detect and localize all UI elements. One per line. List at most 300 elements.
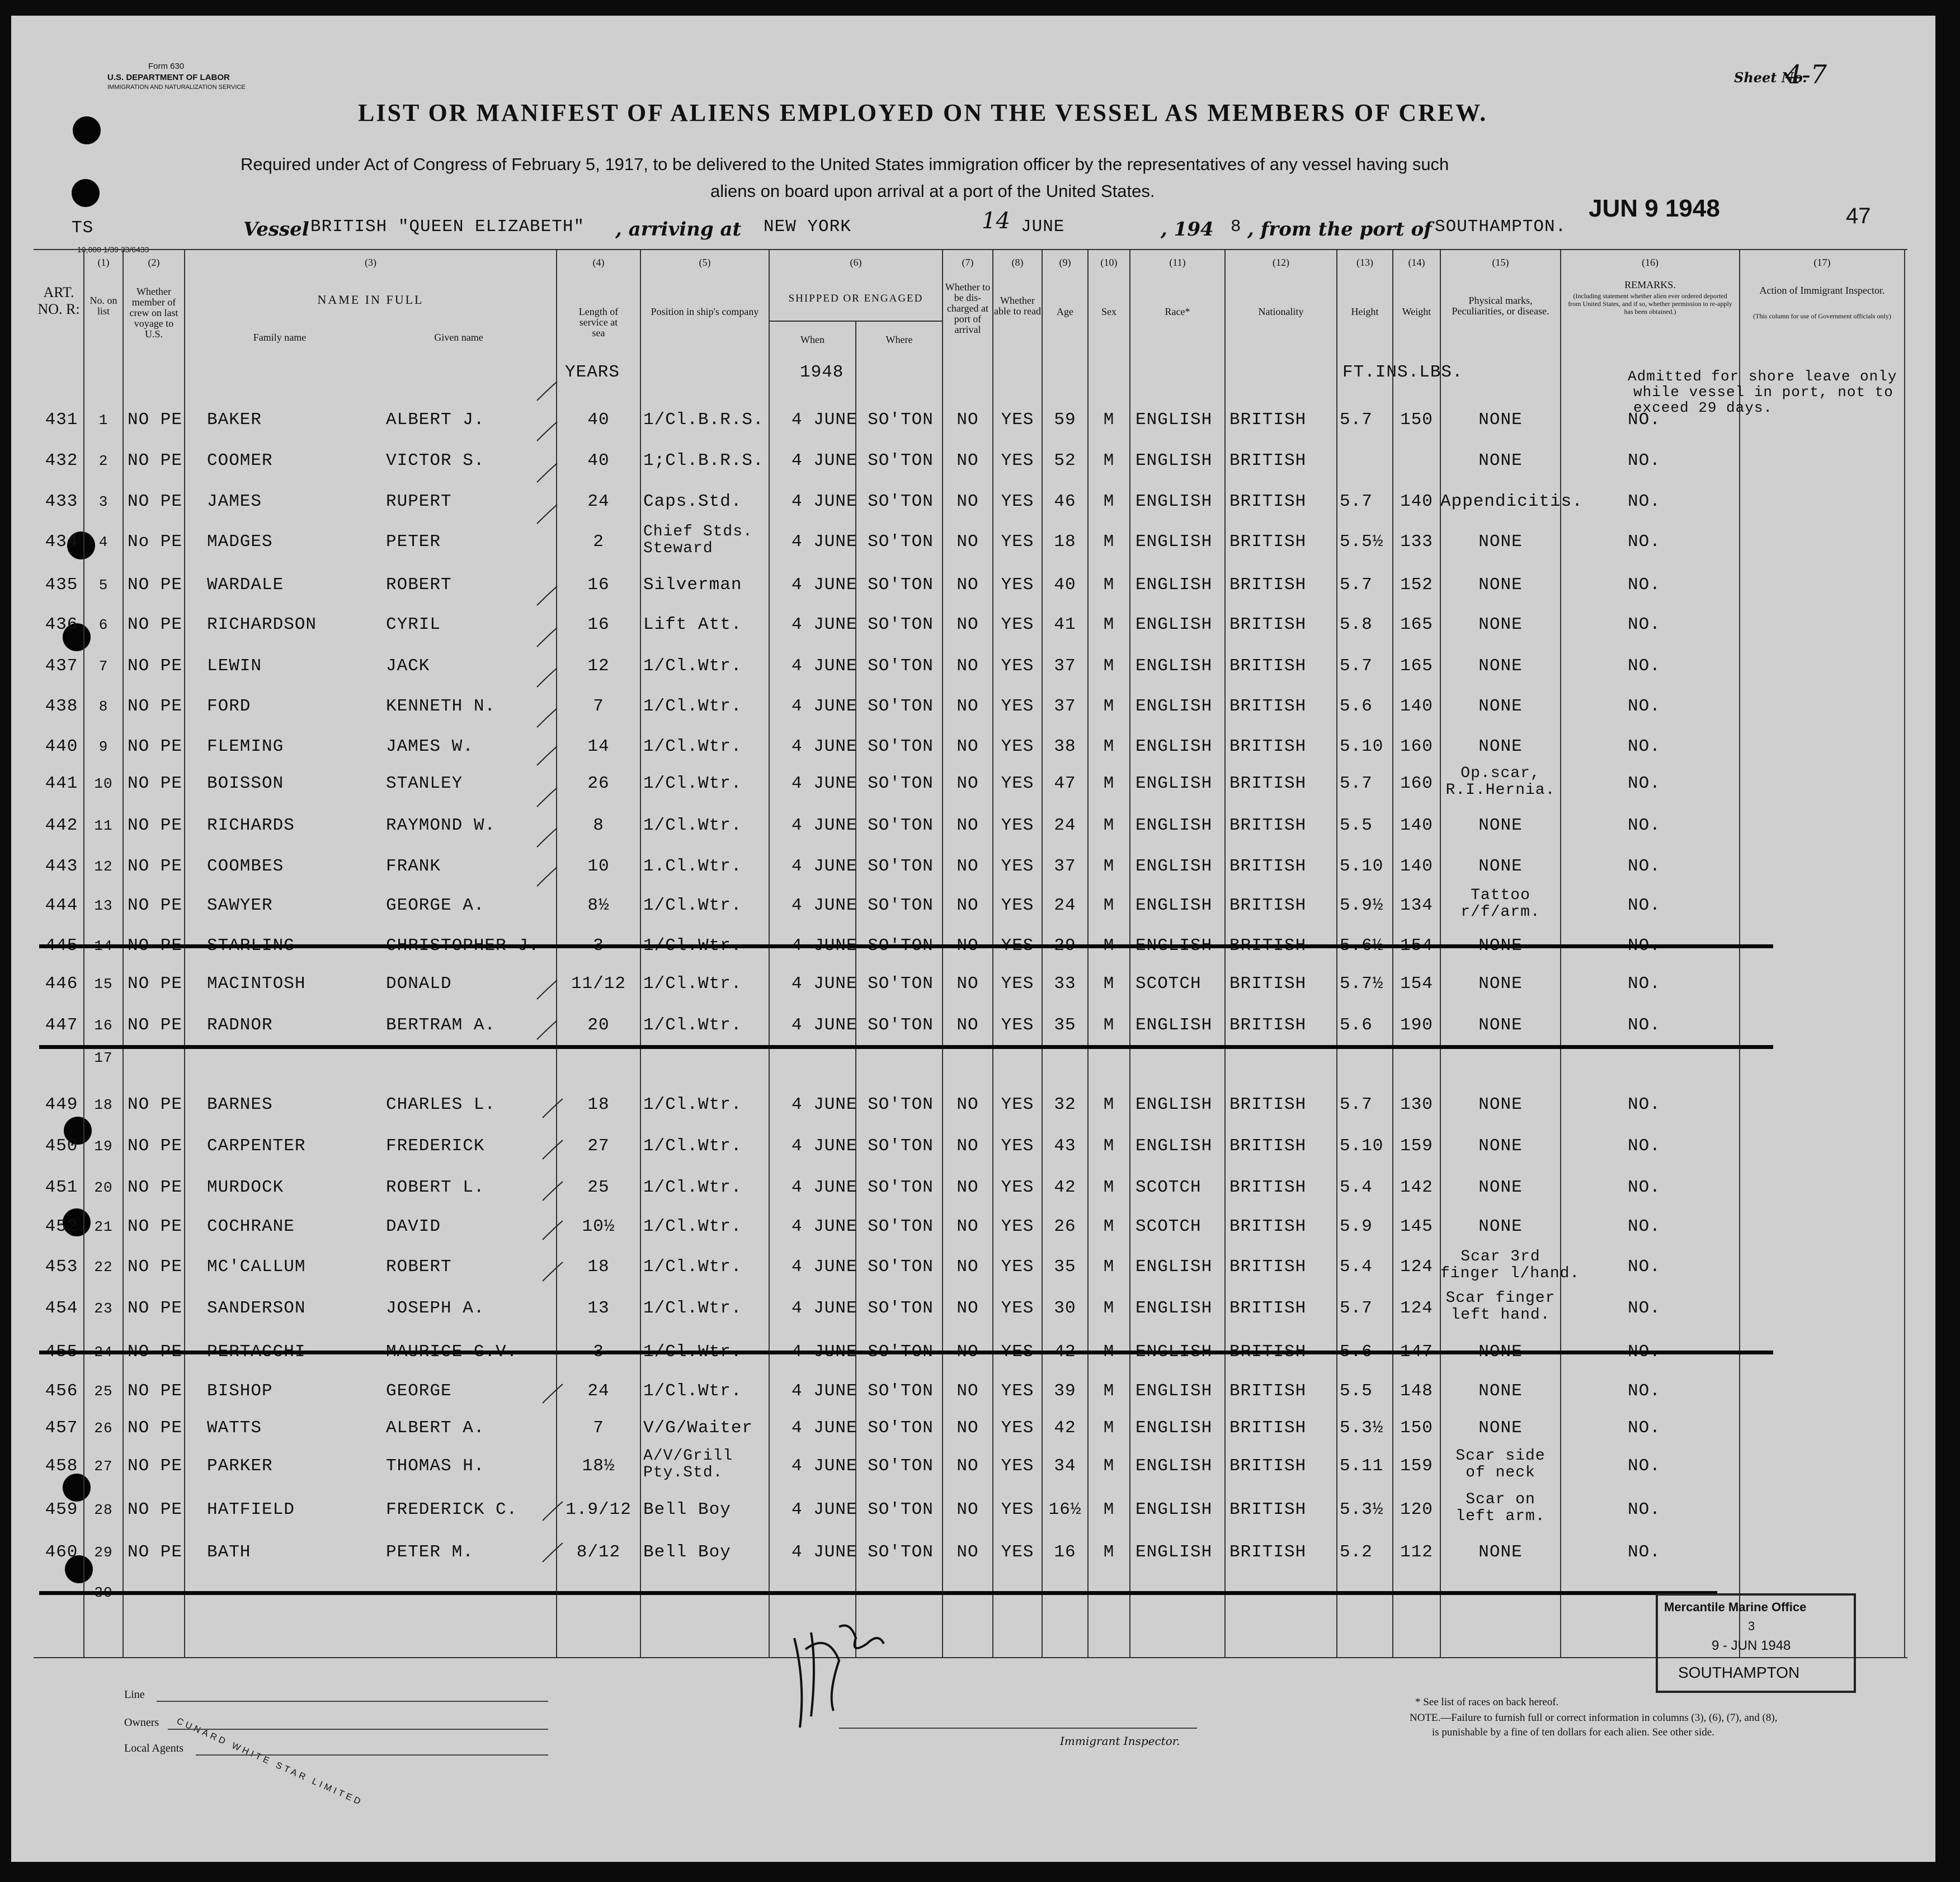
cell-disch: NO	[957, 532, 979, 552]
cell-art: 450	[45, 1136, 78, 1156]
cell-service: 40	[587, 451, 610, 471]
cell-marks: NONE	[1478, 1015, 1523, 1035]
col17-subheader: (This column for use of Government officials only)	[1753, 312, 1891, 320]
manifest-sheet	[11, 16, 1935, 1862]
cell-disch: NO	[957, 737, 979, 756]
cell-sex: M	[1103, 896, 1115, 915]
cell-position: A/V/Grill Pty.Std.	[643, 1447, 733, 1481]
cell-weight: 160	[1400, 737, 1433, 756]
cell-read: YES	[1001, 451, 1034, 471]
cell-family: SAWYER	[207, 896, 273, 915]
cell-sex: M	[1103, 1500, 1115, 1519]
cell-service: 14	[587, 737, 610, 756]
cell-art: 437	[45, 656, 78, 676]
cell-height: 5.4	[1340, 1178, 1373, 1197]
cell-marks: Scar on left arm.	[1455, 1491, 1546, 1525]
cell-when: 4 JUNE	[791, 1136, 858, 1156]
cell-remarks: NO.	[1628, 1217, 1661, 1236]
cell-family: BARNES	[207, 1095, 273, 1114]
cell-remarks: NO.	[1628, 656, 1661, 676]
cell-weight: 190	[1400, 1015, 1433, 1035]
cell-when: 4 JUNE	[791, 492, 858, 511]
cell-marks: NONE	[1478, 974, 1523, 994]
cell-given: STANLEY	[386, 774, 463, 793]
cell-age: 38	[1054, 737, 1076, 756]
cell-given: ALBERT A.	[386, 1418, 485, 1438]
cell-service: 25	[587, 1178, 610, 1197]
strike-through-line	[39, 944, 1773, 948]
cell-remarks: NO.	[1628, 410, 1661, 430]
cell-read: YES	[1001, 1298, 1034, 1318]
cell-read: YES	[1001, 410, 1034, 430]
cell-crew: NO PE	[128, 774, 183, 793]
cell-nat: BRITISH	[1229, 857, 1307, 876]
cell-where: SO'TON	[868, 896, 934, 915]
cell-marks: NONE	[1478, 1136, 1523, 1156]
cell-marks: NONE	[1478, 1542, 1523, 1562]
cell-age: 32	[1054, 1095, 1076, 1114]
cell-read: YES	[1001, 816, 1034, 835]
col4-header: Length of service at sea	[578, 306, 619, 338]
cell-no: 5	[98, 577, 109, 594]
cell-disch: NO	[957, 410, 979, 430]
cell-family: BAKER	[207, 410, 262, 430]
cell-art: 458	[45, 1456, 78, 1476]
cell-given: CHARLES L.	[386, 1095, 496, 1114]
cell-read: YES	[1001, 697, 1034, 716]
cell-sex: M	[1103, 974, 1115, 994]
cell-remarks: NO.	[1628, 1500, 1661, 1519]
cell-position: Lift Att.	[643, 615, 742, 634]
cell-read: YES	[1001, 1257, 1034, 1277]
strike-through-line	[39, 1045, 1773, 1049]
cell-position: 1/Cl.Wtr.	[643, 1257, 742, 1277]
cell-when: 4 JUNE	[791, 1298, 858, 1318]
cell-nat: BRITISH	[1229, 1095, 1307, 1114]
col7-header: Whether to be dis-charged at port of arrival	[945, 281, 991, 335]
cell-sex: M	[1103, 1298, 1115, 1318]
cell-weight: 124	[1400, 1257, 1433, 1277]
cell-service: 10½	[582, 1217, 615, 1236]
cell-position: V/G/Waiter	[643, 1418, 753, 1438]
cell-art: 459	[45, 1500, 78, 1519]
cell-remarks: NO.	[1628, 1015, 1661, 1035]
cell-no: 8	[98, 698, 109, 715]
cell-nat: BRITISH	[1229, 615, 1307, 634]
cell-remarks: NO.	[1628, 896, 1661, 915]
inspector-signature	[794, 1626, 884, 1728]
inspector-label: Immigrant Inspector.	[1060, 1734, 1180, 1748]
cell-read: YES	[1001, 1500, 1034, 1519]
cell-race: ENGLISH	[1136, 1298, 1213, 1318]
cell-remarks: NO.	[1628, 615, 1661, 634]
cell-when: 4 JUNE	[791, 1095, 858, 1114]
cell-service: 7	[593, 1418, 604, 1438]
cell-no: 13	[94, 897, 113, 914]
company-stamp: CUNARD WHITE STAR LIMITED	[175, 1716, 365, 1808]
cell-race: ENGLISH	[1136, 1015, 1213, 1035]
cell-height: 5.5	[1340, 1381, 1373, 1401]
cell-crew: NO PE	[128, 575, 183, 595]
cell-height: 5.7	[1340, 656, 1373, 676]
cell-weight: 159	[1400, 1136, 1433, 1156]
cell-family: COOMBES	[207, 857, 284, 876]
cell-no: 4	[98, 534, 109, 551]
cell-age: 35	[1054, 1015, 1076, 1035]
col9-number: (9)	[1059, 257, 1071, 268]
cell-where: SO'TON	[868, 410, 934, 430]
cell-no: 29	[94, 1544, 113, 1561]
cell-sex: M	[1103, 1418, 1115, 1438]
cell-disch: NO	[957, 492, 979, 511]
cell-age: 24	[1054, 896, 1076, 915]
cell-read: YES	[1001, 492, 1034, 511]
cell-service: 20	[587, 1015, 610, 1035]
cell-when: 4 JUNE	[791, 656, 858, 676]
cell-remarks: NO.	[1628, 575, 1661, 595]
cell-height: 5.7	[1340, 410, 1373, 430]
cell-given: FRANK	[386, 857, 441, 876]
cell-marks: NONE	[1478, 737, 1523, 756]
from-label: , from the port of	[1247, 218, 1432, 241]
cell-sex: M	[1103, 1178, 1115, 1197]
cell-disch: NO	[957, 656, 979, 676]
cell-remarks: NO.	[1628, 1257, 1661, 1277]
cell-family: RICHARDS	[207, 816, 295, 835]
cell-when: 4 JUNE	[791, 1500, 858, 1519]
cell-height: 5.10	[1340, 737, 1384, 756]
cell-nat: BRITISH	[1229, 697, 1307, 716]
cell-family: SANDERSON	[207, 1298, 306, 1318]
cell-read: YES	[1001, 1015, 1034, 1035]
cell-service: 24	[587, 1381, 610, 1401]
cell-sex: M	[1103, 1542, 1115, 1562]
cell-age: 33	[1054, 974, 1076, 994]
cell-given: FREDERICK C.	[386, 1500, 518, 1519]
cell-age: 37	[1054, 697, 1076, 716]
cell-service: 26	[587, 774, 610, 793]
cell-marks: NONE	[1478, 451, 1523, 471]
cell-sex: M	[1103, 615, 1115, 634]
cell-crew: NO PE	[128, 1456, 183, 1476]
fine-note-2: is punishable by a fine of ten dollars for each alien. See other side.	[1432, 1726, 1714, 1738]
cell-family: FORD	[207, 697, 251, 716]
cell-service: 1.9/12	[566, 1500, 632, 1519]
cell-race: ENGLISH	[1136, 492, 1213, 511]
cell-service: 18	[587, 1095, 610, 1114]
cell-crew: NO PE	[128, 1095, 183, 1114]
vessel-label: Vessel	[243, 218, 309, 241]
cell-nat: BRITISH	[1229, 1381, 1307, 1401]
cell-nat: BRITISH	[1229, 656, 1307, 676]
cell-position: 1/Cl.Wtr.	[643, 697, 742, 716]
cell-nat: BRITISH	[1229, 1298, 1307, 1318]
cell-art: 453	[45, 1257, 78, 1277]
cell-where: SO'TON	[868, 1500, 934, 1519]
owners-label: Owners	[124, 1716, 159, 1729]
cell-race: ENGLISH	[1136, 1257, 1213, 1277]
cell-service: 18½	[582, 1456, 615, 1476]
col6-when-header: When	[800, 334, 824, 345]
strike-through-line	[39, 1351, 1773, 1354]
col8-header: Whether able to read	[994, 295, 1041, 317]
col16-subheader: (Including statement whether alien ever ordered deported from United States, and if so, whether permission to re-apply has been obtained.)	[1568, 292, 1732, 316]
cell-where: SO'TON	[868, 1381, 934, 1401]
cell-disch: NO	[957, 1257, 979, 1277]
cell-height: 5.5½	[1340, 532, 1384, 552]
cell-read: YES	[1001, 1542, 1034, 1562]
cell-no: 20	[94, 1179, 113, 1196]
cell-disch: NO	[957, 1418, 979, 1438]
cell-weight: 134	[1400, 896, 1433, 915]
agents-underline	[196, 1754, 548, 1756]
cell-art: 435	[45, 575, 78, 595]
remark-note-1: Admitted for shore leave only	[1628, 368, 1897, 385]
cell-weight: 159	[1400, 1456, 1433, 1476]
cell-where: SO'TON	[868, 451, 934, 471]
cell-nat: BRITISH	[1229, 532, 1307, 552]
service-name: IMMIGRATION AND NATURALIZATION SERVICE	[107, 84, 246, 91]
col2-header: Whether member of crew on last voyage to U.S.	[129, 286, 178, 340]
cell-family: CARPENTER	[207, 1136, 306, 1156]
col3-given-header: Given name	[434, 332, 483, 343]
cell-sex: M	[1103, 1257, 1115, 1277]
cell-art: 444	[45, 896, 78, 915]
cell-family: MACINTOSH	[207, 974, 306, 994]
vessel-name: BRITISH "QUEEN ELIZABETH"	[310, 217, 585, 237]
page-number: 47	[1846, 204, 1871, 228]
cell-no: 9	[98, 738, 109, 755]
cell-where: SO'TON	[868, 1456, 934, 1476]
cell-marks: Tattoo r/f/arm.	[1460, 887, 1540, 921]
cell-read: YES	[1001, 1217, 1034, 1236]
cell-disch: NO	[957, 816, 979, 835]
cell-height: 5.7	[1340, 1298, 1373, 1318]
cell-nat: BRITISH	[1229, 1178, 1307, 1197]
cell-disch: NO	[957, 1456, 979, 1476]
cell-service: 40	[587, 410, 610, 430]
cell-marks: Op.scar, R.I.Hernia.	[1445, 765, 1556, 799]
cell-no: 2	[98, 453, 109, 469]
units-year: 1948	[800, 363, 844, 382]
col3-family-header: Family name	[253, 332, 307, 343]
cell-weight: 150	[1400, 410, 1433, 430]
cell-sex: M	[1103, 1136, 1115, 1156]
cell-when: 4 JUNE	[791, 857, 858, 876]
cell-art: 446	[45, 974, 78, 994]
cell-crew: NO PE	[128, 697, 183, 716]
col14-header: Weight	[1402, 306, 1431, 317]
cell-remarks: NO.	[1628, 697, 1661, 716]
arrival-month: JUNE	[1021, 217, 1065, 237]
cell-crew: NO PE	[128, 1298, 183, 1318]
cell-read: YES	[1001, 896, 1034, 915]
cell-disch: NO	[957, 974, 979, 994]
cell-crew: NO PE	[128, 857, 183, 876]
cell-nat: BRITISH	[1229, 575, 1307, 595]
cell-service: 11/12	[571, 974, 626, 994]
cell-position: 1/Cl.Wtr.	[643, 1015, 742, 1035]
units-years: YEARS	[565, 363, 620, 382]
cell-where: SO'TON	[868, 1298, 934, 1318]
cell-service: 16	[587, 615, 610, 634]
cell-art: 438	[45, 697, 78, 716]
cell-read: YES	[1001, 1095, 1034, 1114]
cell-nat: BRITISH	[1229, 1500, 1307, 1519]
department-name: U.S. DEPARTMENT OF LABOR	[107, 73, 230, 82]
cell-crew: NO PE	[128, 974, 183, 994]
cell-marks: Scar side of neck	[1455, 1447, 1546, 1481]
cell-race: ENGLISH	[1136, 615, 1213, 634]
cell-race: ENGLISH	[1136, 1136, 1213, 1156]
cell-nat: BRITISH	[1229, 1456, 1307, 1476]
col11-number: (11)	[1169, 257, 1186, 268]
cell-given: THOMAS H.	[386, 1456, 485, 1476]
cell-sex: M	[1103, 575, 1115, 595]
cell-given: JOSEPH A.	[386, 1298, 485, 1318]
cell-service: 24	[587, 492, 610, 511]
cell-weight: 140	[1400, 857, 1433, 876]
cell-position: 1/Cl.Wtr.	[643, 896, 742, 915]
cell-remarks: NO.	[1628, 1418, 1661, 1438]
cell-no: 23	[94, 1300, 113, 1317]
ts-mark: TS	[72, 218, 94, 238]
cell-nat: BRITISH	[1229, 816, 1307, 835]
cell-position: 1/Cl.Wtr.	[643, 1298, 742, 1318]
cell-age: 26	[1054, 1217, 1076, 1236]
arrival-year: 8	[1231, 217, 1242, 237]
form-number: Form 630	[148, 62, 185, 71]
cell-race: ENGLISH	[1136, 410, 1213, 430]
col13-header: Height	[1351, 306, 1379, 317]
arrival-day: 14	[982, 208, 1010, 234]
cell-read: YES	[1001, 575, 1034, 595]
cell-crew: NO PE	[128, 1542, 183, 1562]
cell-when: 4 JUNE	[791, 1381, 858, 1401]
cell-crew: NO PE	[128, 492, 183, 511]
col5-header: Position in ship's company	[651, 306, 759, 317]
cell-where: SO'TON	[868, 1095, 934, 1114]
cell-remarks: NO.	[1628, 451, 1661, 471]
arriving-label: , arriving at	[615, 218, 742, 241]
stamp-line-3: 9 - JUN 1948	[1712, 1638, 1791, 1653]
cell-remarks: NO.	[1628, 1178, 1661, 1197]
cell-remarks: NO.	[1628, 816, 1661, 835]
cell-weight: 148	[1400, 1381, 1433, 1401]
cell-height: 5.7	[1340, 1095, 1373, 1114]
cell-when: 4 JUNE	[791, 1418, 858, 1438]
cell-service: 10	[587, 857, 610, 876]
stamp-line-1: Mercantile Marine Office	[1664, 1600, 1807, 1614]
cell-nat: BRITISH	[1229, 410, 1307, 430]
print-code: 10,000 1/39 33/6433	[77, 245, 149, 254]
cell-service: 8/12	[576, 1542, 621, 1562]
cell-crew: NO PE	[128, 1418, 183, 1438]
cell-family: MURDOCK	[207, 1178, 284, 1197]
col10-number: (10)	[1100, 257, 1118, 268]
cell-given: PETER M.	[386, 1542, 474, 1562]
cell-art: 440	[45, 737, 78, 756]
cell-weight: 120	[1400, 1500, 1433, 1519]
cell-family: BATH	[207, 1542, 251, 1562]
cell-where: SO'TON	[868, 697, 934, 716]
cell-height: 5.6	[1340, 1015, 1373, 1035]
cell-where: SO'TON	[868, 656, 934, 676]
cell-marks: Appendicitis.	[1440, 492, 1583, 511]
cell-weight: 112	[1400, 1542, 1433, 1562]
cell-family: JAMES	[207, 492, 262, 511]
cell-age: 59	[1054, 410, 1076, 430]
col7-number: (7)	[962, 257, 974, 268]
cell-age: 37	[1054, 857, 1076, 876]
cell-crew: NO PE	[128, 451, 183, 471]
cell-when: 4 JUNE	[791, 451, 858, 471]
cell-no: 27	[94, 1458, 113, 1475]
cell-given: DAVID	[386, 1217, 441, 1236]
subtitle-line-1: Required under Act of Congress of February 5, 1917, to be delivered to the United States immigration officer by the representatives of any vessel having such	[241, 154, 1449, 174]
cell-when: 4 JUNE	[791, 697, 858, 716]
cell-given: DONALD	[386, 974, 452, 994]
col12-header: Nationality	[1258, 306, 1304, 317]
cell-service: 27	[587, 1136, 610, 1156]
subtitle-line-2: aliens on board upon arrival at a port of the United States.	[710, 181, 1155, 201]
cell-art: 447	[45, 1015, 78, 1035]
date-stamp: JUN 9 1948	[1589, 195, 1720, 222]
cell-height: 5.11	[1340, 1456, 1384, 1476]
cell-where: SO'TON	[868, 974, 934, 994]
cell-marks: NONE	[1478, 697, 1523, 716]
cell-height: 5.7	[1340, 774, 1373, 793]
cell-sex: M	[1103, 532, 1115, 552]
cell-disch: NO	[957, 857, 979, 876]
cell-age: 40	[1054, 575, 1076, 595]
cell-disch: NO	[957, 1298, 979, 1318]
cell-family: LEWIN	[207, 656, 262, 676]
cell-weight: 145	[1400, 1217, 1433, 1236]
stamp-line-2: 3	[1748, 1619, 1755, 1633]
cell-crew: NO PE	[128, 1217, 183, 1236]
cell-art: 451	[45, 1178, 78, 1197]
cell-height: 5.4	[1340, 1257, 1373, 1277]
units-measures: FT.INS.LBS.	[1342, 363, 1463, 382]
cell-weight: 130	[1400, 1095, 1433, 1114]
cell-age: 41	[1054, 615, 1076, 634]
cell-marks: NONE	[1478, 1095, 1523, 1114]
cell-art: 433	[45, 492, 78, 511]
cell-given: ALBERT J.	[386, 410, 485, 430]
cell-race: ENGLISH	[1136, 1095, 1213, 1114]
line-label: Line	[124, 1688, 145, 1701]
cell-nat: BRITISH	[1229, 1015, 1307, 1035]
cell-service: 12	[587, 656, 610, 676]
col10-header: Sex	[1101, 306, 1116, 317]
cell-remarks: NO.	[1628, 737, 1661, 756]
col15-number: (15)	[1492, 257, 1509, 268]
cell-art: 457	[45, 1418, 78, 1438]
cell-position: 1/Cl.Wtr.	[643, 656, 742, 676]
cell-given: FREDERICK	[386, 1136, 485, 1156]
remark-note-3: exceed 29 days.	[1633, 399, 1773, 416]
cell-family: COCHRANE	[207, 1217, 295, 1236]
cell-when: 4 JUNE	[791, 774, 858, 793]
cell-nat: BRITISH	[1229, 1136, 1307, 1156]
cell-family: HATFIELD	[207, 1500, 295, 1519]
cell-when: 4 JUNE	[791, 974, 858, 994]
cell-weight: 133	[1400, 532, 1433, 552]
cell-age: 24	[1054, 816, 1076, 835]
cell-race: ENGLISH	[1136, 656, 1213, 676]
cell-remarks: NO.	[1628, 1136, 1661, 1156]
